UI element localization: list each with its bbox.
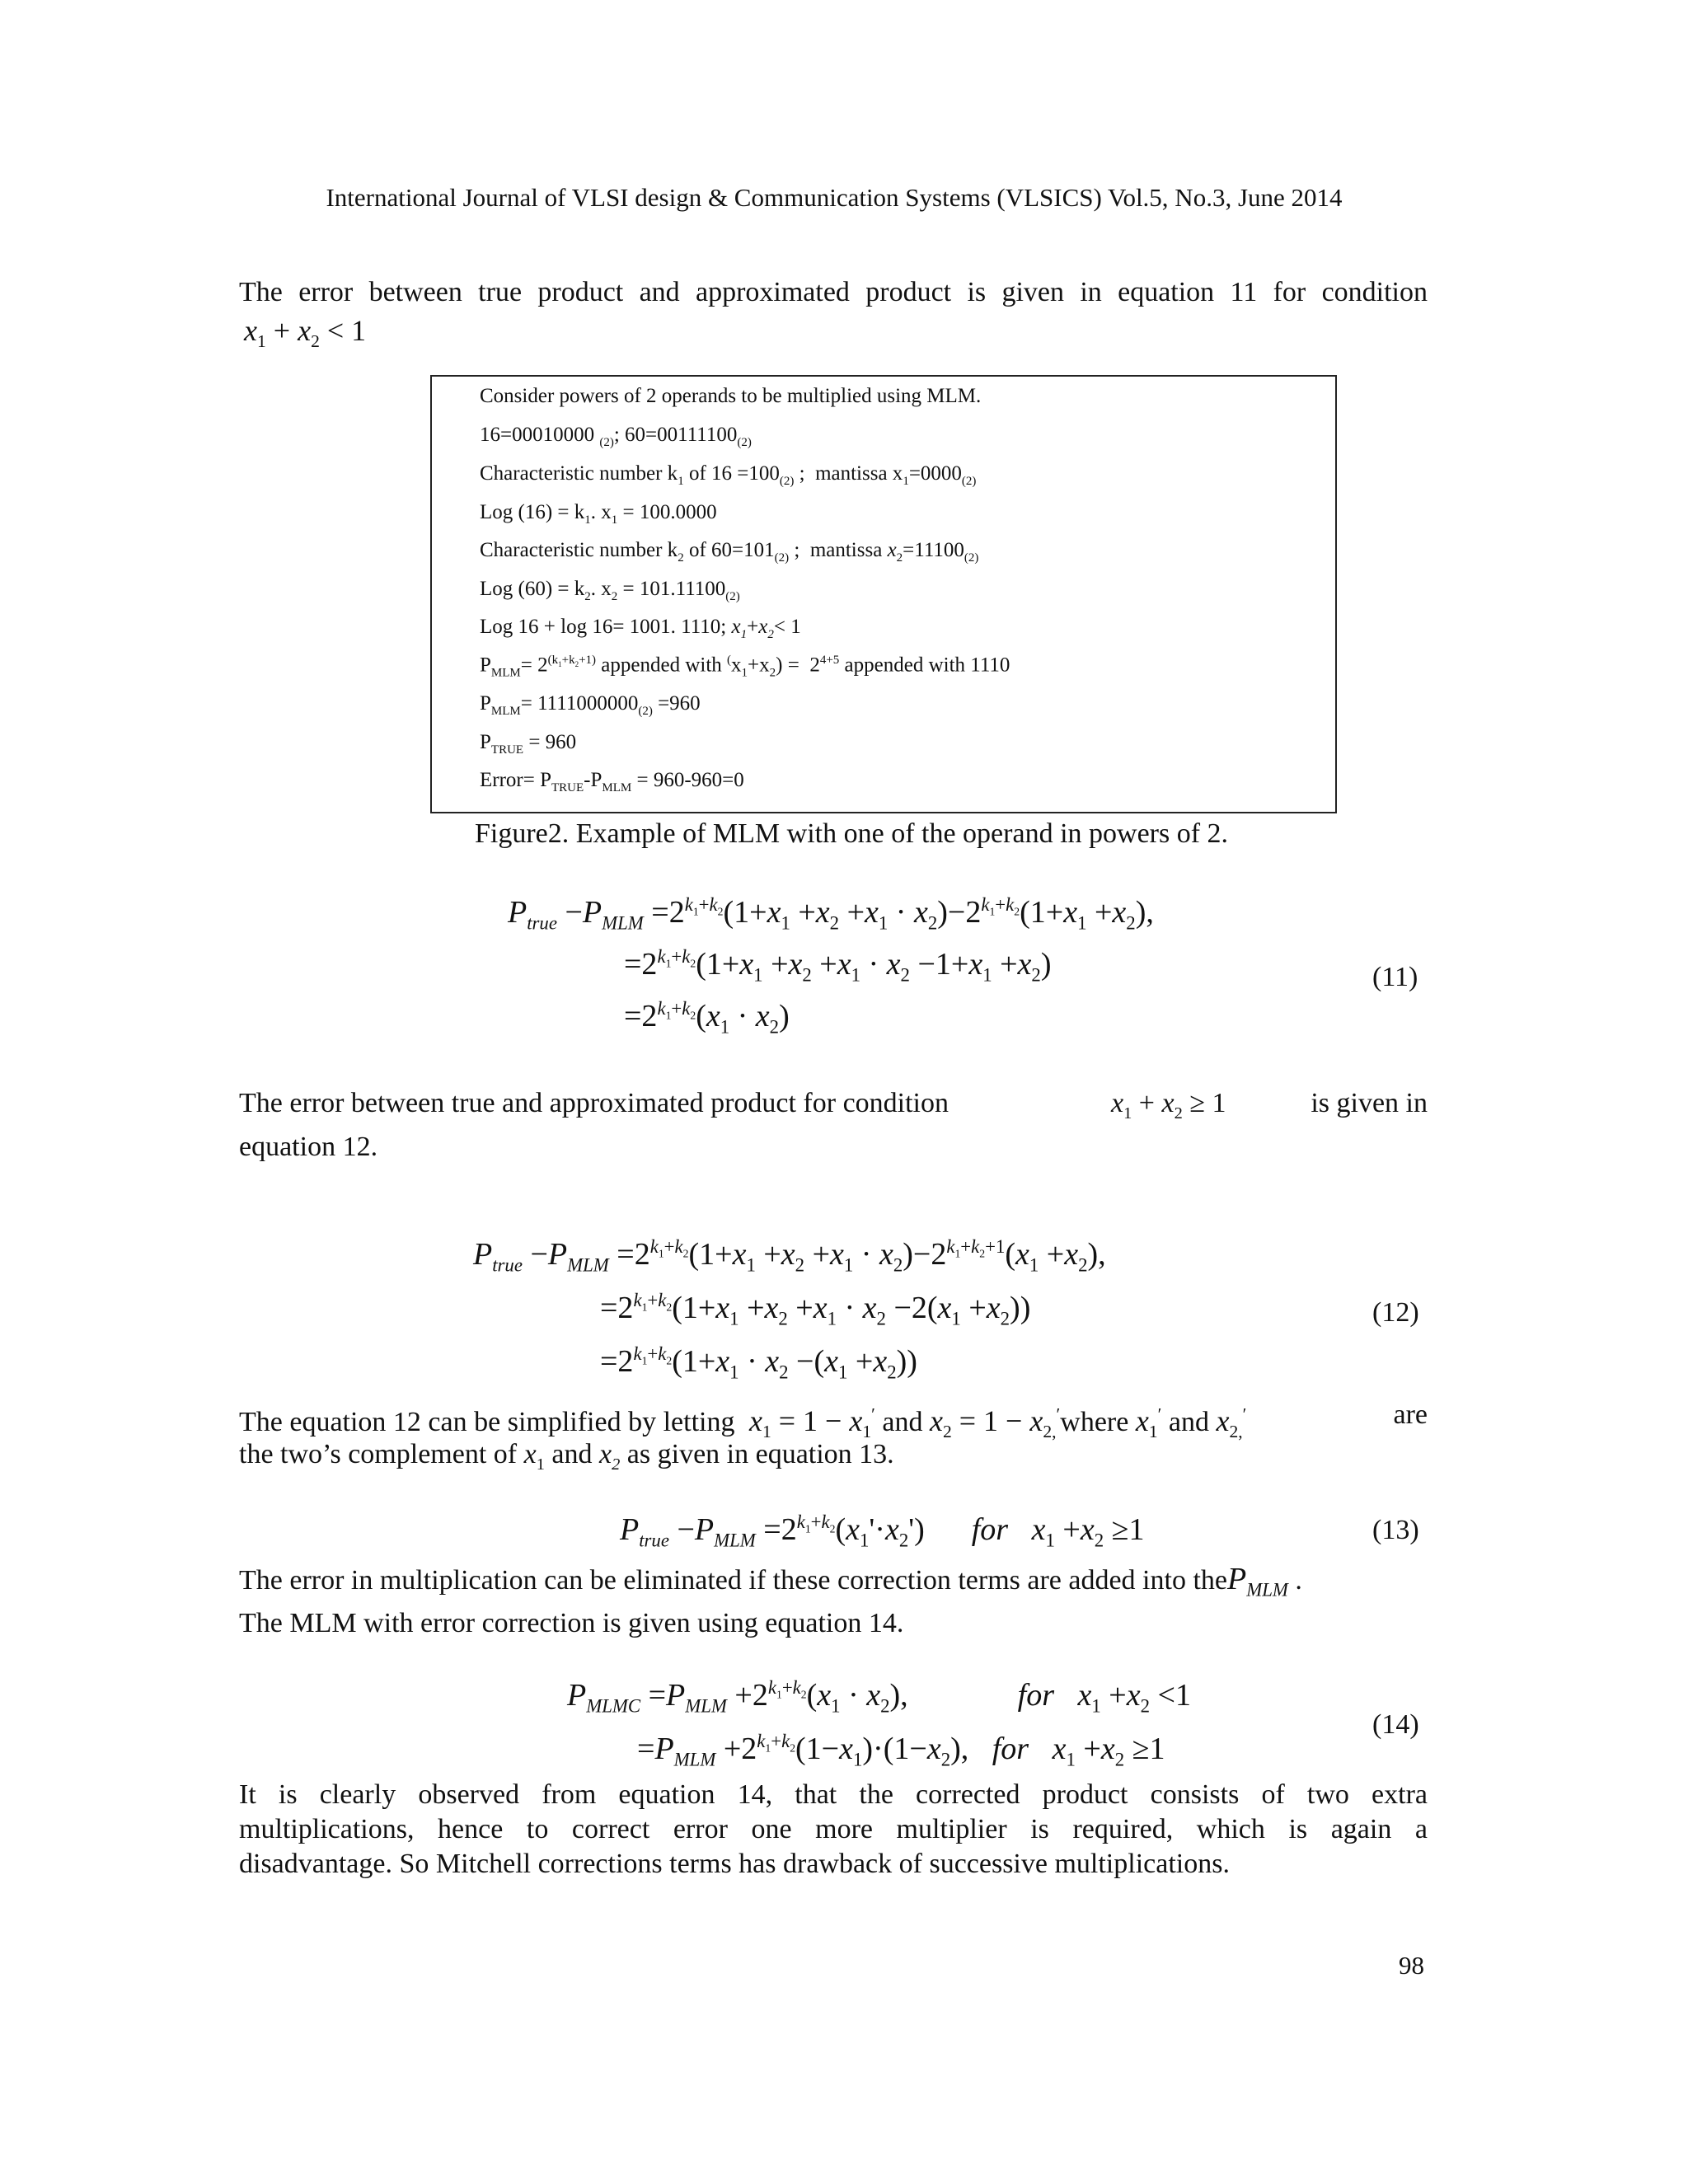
equation-14-number: (14) [1372, 1709, 1419, 1740]
equation-11-number: (11) [1372, 962, 1418, 992]
running-header: International Journal of VLSI design & Communication Systems (VLSICS) Vol.5, No.3, June 2014 [326, 183, 1343, 212]
paragraph-3-text-c: the two’s complement of [239, 1439, 518, 1469]
p-mlm-symbol: $P_{MLM}$ [1226, 1562, 1288, 1601]
paragraph-2-text: The error between true and approximated product for condition [239, 1088, 950, 1118]
figure-line-11: Error= $P_{TRUE}-P_{MLM} = 960-960=0$ [480, 769, 744, 794]
paragraph-1-line-1: The error between true product and approximated product is given in equation 11 for condition [239, 277, 1428, 307]
figure-line-3: Characteristic number $k_1$ of $16 =100_{(2)}$ ; mantissa $x_1=0000_{(2)}$ [480, 462, 977, 488]
figure-line-7: Log 16 + log 16= 1001. 1110; $x_1+x_2< 1$ [480, 616, 801, 641]
condition-x1-plus-x2-ge-1: $x_1 + x_2 \ge 1$ [1111, 1088, 1226, 1122]
paragraph-5-line-3: disadvantage. So Mitchell corrections terms has drawback of successive multiplications. [239, 1849, 1230, 1879]
equation-12-line-3: $=2^{k_1+k_2}(1+x_1 \cdot x_2 -(x_1 +x_2))$ [600, 1343, 917, 1383]
paragraph-3-line-2 [239, 1432, 1428, 1487]
equation-11-line-1: $P_{true} -P_{MLM} =2^{k_1+k_2}(1+x_1 +x_2 +x_1 \cdot x_2)-2^{k_1+k_2}(1+x_1 +x_2)$, [508, 894, 1154, 934]
figure-2-caption: Figure2. Example of MLM with one of the operand in powers of 2. [475, 818, 1229, 849]
paragraph-4-text: The error in multiplication can be eliminated if these correction terms are added into the [239, 1565, 1227, 1596]
condition-x1-plus-x2-lt-1: $x_1 + x_2 < 1$ [244, 314, 367, 352]
paragraph-3-and-2: and [1168, 1407, 1209, 1437]
paragraph-2-tail: is given in [1311, 1088, 1428, 1118]
figure-line-5: Characteristic number $k_2$ of $60=101_{(2)}$ ; mantissa $x_2=11100_{(2)}$ [480, 539, 979, 565]
figure-line-8: $P_{MLM}= 2^{(k_1+k_2+1)}$ appended with $^(x_1+x_2) = 2^{4+5}$ appended with 1110 [480, 654, 1010, 680]
x1-symbol: $x_1$ [523, 1439, 545, 1474]
paragraph-3-text-d: as given in equation 13. [626, 1439, 894, 1469]
x1-prime: $x_1'$ [1135, 1404, 1162, 1442]
paragraph-3-text-a: The equation 12 can be simplified by letting [239, 1407, 735, 1437]
equation-12-line-1: $P_{true} -P_{MLM} =2^{k_1+k_2}(1+x_1 +x_2 +x_1 \cdot x_2)-2^{k_1+k_2+1}(x_1 +x_2)$, [473, 1236, 1106, 1276]
paragraph-4-line-2: The MLM with error correction is given using equation 14. [239, 1608, 904, 1638]
paragraph-3-are: are [1393, 1399, 1428, 1430]
paragraph-3-and: and [882, 1407, 923, 1437]
x2-symbol: $x_2$ [599, 1439, 621, 1474]
equation-13: $P_{true} -P_{MLM} =2^{k_1+k_2}(x_1'\cdot x_2')$ for $x_1 +x_2 \ge 1$ [620, 1511, 1145, 1551]
paragraph-4-line-1: The error in multiplication can be eliminated if these correction terms are added into theP$_{MLM}$ . [239, 1562, 1302, 1601]
paragraph-5-line-1: It is clearly observed from equation 14, that the corrected product consists of two extra [239, 1779, 1428, 1810]
equation-14-line-1: $P_{MLMC} =P_{MLM} +2^{k_1+k_2}(x_1 \cdot x_2)$, for $x_1 +x_2 <1$ [567, 1677, 1191, 1717]
figure-line-10: $P_{TRUE} = 960$ [480, 731, 577, 757]
substitution-x2: $x_2 = 1 - x_{2,}'$ [929, 1404, 1061, 1442]
page-number: 98 [1399, 1951, 1424, 1980]
paragraph-2-line-2: equation 12. [239, 1132, 378, 1162]
figure-line-6: Log $(60) = k_2$. $x_2 = 101.11100_{(2)}$ [480, 578, 740, 603]
equation-13-number: (13) [1372, 1515, 1419, 1545]
paragraph-5-line-2: multiplications, hence to correct error one more multiplier is required, which is again a [239, 1814, 1428, 1844]
x2-prime: $x_{2,}'$ [1216, 1404, 1247, 1442]
paragraph-3-and-3: and [551, 1439, 593, 1469]
figure-line-2: 16=00010000 $_{(2)}$; $60=00111100_{(2)}$ [480, 424, 752, 449]
substitution-x1: $x_1 = 1 - x_1'$ [748, 1404, 875, 1442]
paragraph-2-line-1 [239, 1081, 1428, 1125]
equation-14-line-2: $=P_{MLM} +2^{k_1+k_2}(1-x_1)\cdot(1-x_2)$, for $x_1 +x_2 \ge 1$ [637, 1731, 1165, 1770]
equation-11-line-3: $=2^{k_1+k_2}(x_1 \cdot x_2)$ [624, 998, 790, 1038]
equation-12-line-2: $=2^{k_1+k_2}(1+x_1 +x_2 +x_1 \cdot x_2 -2(x_1 +x_2))$ [600, 1290, 1031, 1329]
figure-line-9: $P_{MLM}= 1111000000_{(2)} =960$ [480, 692, 701, 718]
equation-12-number: (12) [1372, 1297, 1419, 1328]
figure-line-4: Log $(16) = k_1$. $x_1 = 100.0000$ [480, 501, 717, 527]
figure-line-1: Consider powers of 2 operands to be multiplied using MLM. [480, 385, 982, 407]
equation-11-line-2: $=2^{k_1+k_2}(1+x_1 +x_2 +x_1 \cdot x_2 -1+x_1 +x_2)$ [624, 946, 1052, 986]
figure-2-box [430, 375, 1337, 813]
paragraph-3-where: where [1060, 1407, 1129, 1437]
